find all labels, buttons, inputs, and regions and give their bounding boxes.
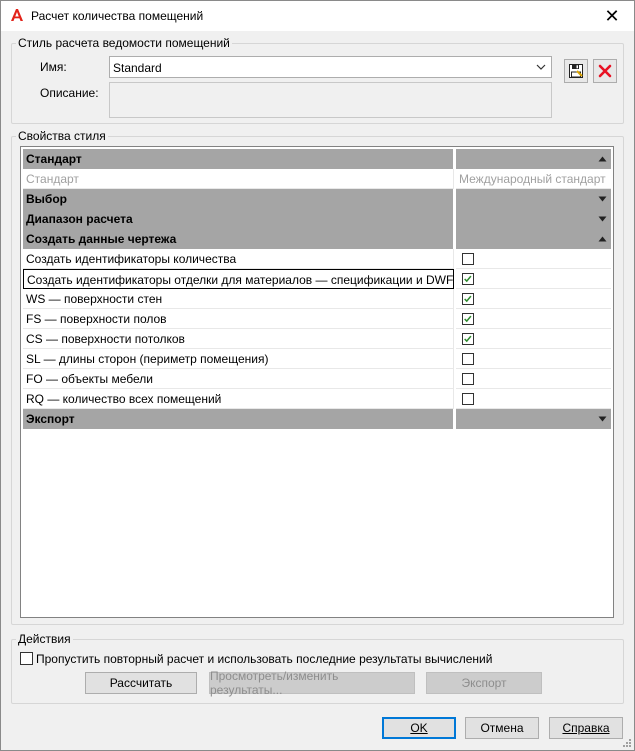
description-label: Описание:	[40, 86, 99, 100]
category-label: Экспорт	[23, 409, 454, 429]
check-mark-icon	[463, 314, 473, 324]
category-label: Выбор	[23, 189, 454, 209]
view-results-button[interactable]	[209, 669, 415, 697]
property-row-fo[interactable]	[23, 369, 611, 389]
chevron-down-icon	[535, 60, 547, 74]
property-row-finish-ids[interactable]	[23, 269, 611, 289]
style-name-combobox[interactable]	[109, 56, 552, 78]
close-button[interactable]	[590, 1, 634, 31]
export-button-label: Экспорт	[461, 676, 507, 690]
property-label: FS — поверхности полов	[23, 309, 454, 329]
category-row-create-drawing-data[interactable]	[23, 229, 611, 249]
save-style-icon	[568, 63, 584, 79]
check-mark-icon	[463, 294, 473, 304]
property-label: WS — поверхности стен	[23, 289, 454, 309]
resize-grip-icon[interactable]	[620, 736, 632, 748]
expand-triangle-icon[interactable]	[598, 415, 607, 423]
category-label: Стандарт	[23, 149, 454, 169]
style-group-legend: Стиль расчета ведомости помещений	[18, 36, 230, 50]
cs-checkbox[interactable]	[462, 333, 474, 345]
delete-style-icon	[597, 63, 613, 79]
property-row-rq[interactable]	[23, 389, 611, 409]
calculate-button[interactable]	[85, 672, 197, 694]
fo-checkbox[interactable]	[462, 373, 474, 385]
property-row-quantity-ids[interactable]	[23, 249, 611, 269]
category-row-calc-range[interactable]	[23, 209, 611, 229]
rq-checkbox[interactable]	[462, 393, 474, 405]
property-row-cs[interactable]	[23, 329, 611, 349]
check-mark-icon	[463, 334, 473, 344]
autocad-logo-icon	[9, 7, 25, 23]
category-row-selection[interactable]	[23, 189, 611, 209]
property-label: SL — длины сторон (периметр помещения)	[23, 349, 454, 369]
window-title: Расчет количества помещений	[31, 9, 204, 23]
style-name-value: Standard	[113, 61, 162, 75]
description-field[interactable]	[109, 82, 552, 118]
property-label: RQ — количество всех помещений	[23, 389, 454, 409]
close-icon: ✕	[604, 5, 620, 26]
property-label: Создать идентификаторы отделки для материалов — спецификации и DWF	[23, 269, 454, 289]
property-row-fs[interactable]	[23, 309, 611, 329]
collapse-triangle-icon[interactable]	[598, 155, 607, 163]
quantity-ids-checkbox[interactable]	[462, 253, 474, 265]
property-grid[interactable]	[20, 146, 614, 618]
help-button-label: Справка	[562, 721, 610, 735]
property-value: Международный стандарт	[456, 169, 611, 189]
property-label: FO — объекты мебели	[23, 369, 454, 389]
save-style-button[interactable]	[564, 59, 588, 83]
category-row-standard[interactable]	[23, 149, 611, 169]
category-row-export[interactable]	[23, 409, 611, 429]
check-mark-icon	[463, 274, 473, 284]
ws-checkbox[interactable]	[462, 293, 474, 305]
view-results-button-label: Просмотреть/изменить результаты...	[210, 669, 339, 697]
property-row-ws[interactable]	[23, 289, 611, 309]
ok-button[interactable]	[382, 717, 456, 739]
skip-recalc-label[interactable]: Пропустить повторный расчет и использовать последние результаты вычислений	[36, 652, 493, 666]
calculate-button-label: Рассчитать	[109, 676, 173, 690]
sl-checkbox[interactable]	[462, 353, 474, 365]
property-row-sl[interactable]	[23, 349, 611, 369]
actions-group-legend: Действия	[18, 632, 71, 646]
expand-triangle-icon[interactable]	[598, 215, 607, 223]
fs-checkbox[interactable]	[462, 313, 474, 325]
collapse-triangle-icon[interactable]	[598, 235, 607, 243]
properties-group-legend: Свойства стиля	[18, 129, 106, 143]
help-button[interactable]	[549, 717, 623, 739]
finish-ids-checkbox[interactable]	[462, 273, 474, 285]
category-label: Создать данные чертежа	[23, 229, 454, 249]
property-row-standard[interactable]	[23, 169, 611, 189]
export-button[interactable]	[426, 672, 542, 694]
property-label: Стандарт	[23, 169, 454, 189]
title-bar[interactable]	[1, 1, 634, 31]
category-label: Диапазон расчета	[23, 209, 454, 229]
delete-style-button[interactable]	[593, 59, 617, 83]
name-label: Имя:	[40, 60, 67, 74]
property-label: Создать идентификаторы количества	[23, 249, 454, 269]
cancel-button[interactable]	[465, 717, 539, 739]
ok-button-label: OK	[410, 721, 428, 735]
skip-recalc-checkbox[interactable]	[20, 652, 33, 665]
expand-triangle-icon[interactable]	[598, 195, 607, 203]
property-label: CS — поверхности потолков	[23, 329, 454, 349]
cancel-button-label: Отмена	[480, 721, 524, 735]
